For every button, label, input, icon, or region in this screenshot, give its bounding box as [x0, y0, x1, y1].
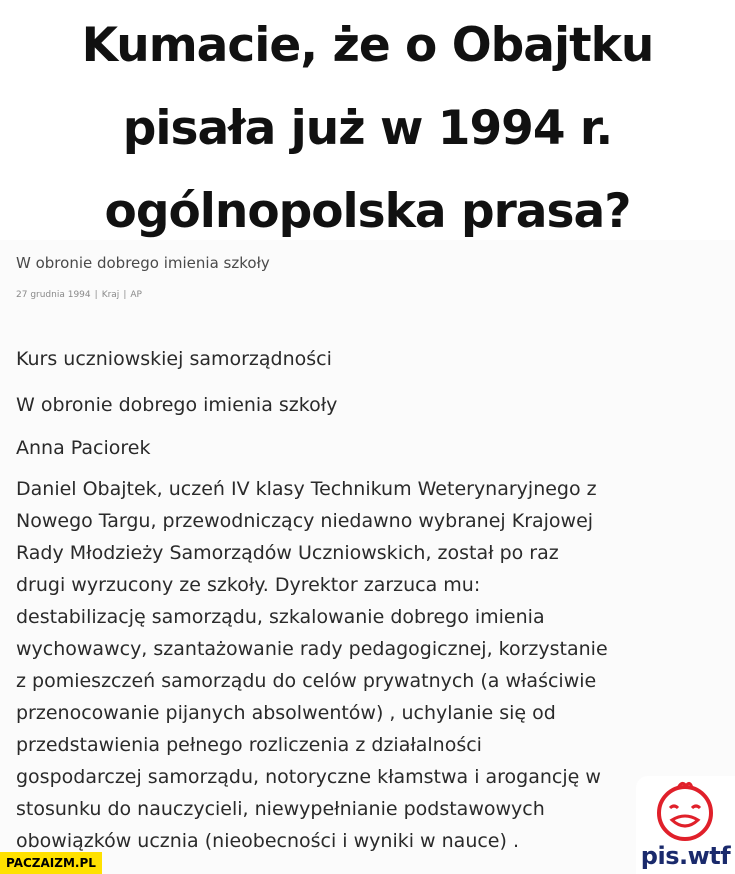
article-title: W obronie dobrego imienia szkoły [16, 394, 338, 416]
body-line: Nowego Targu, przewodniczący niedawno wybranej Krajowej [16, 510, 594, 532]
body-line: obowiązków ucznia (nieobecności i wyniki w nauce) . [16, 830, 519, 852]
body-line: wychowawcy, szantażowanie rady pedagogicznej, korzystanie [16, 638, 608, 660]
headline [0, 4, 735, 253]
article-section: Kraj [101, 290, 120, 300]
body-line: z pomieszczeń samorządu do celów prywatnych (a właściwie [16, 670, 597, 692]
headline-line-1: Kumacie, że o Obajtku [81, 18, 654, 73]
site-watermark-badge: PACZAIZM.PL [0, 852, 102, 874]
article-author: Anna Paciorek [16, 437, 151, 459]
body-line: przenocowanie pijanych absolwentów) , uchylanie się od [16, 702, 556, 724]
article-date: 27 grudnia 1994 [16, 290, 91, 300]
body-line: Daniel Obajtek, uczeń IV klasy Technikum Weterynaryjnego z [16, 478, 597, 500]
body-line: gospodarczej samorządu, notoryczne kłamstwa i arogancję w [16, 766, 601, 788]
body-line: drugi wyrzucony ze szkoły. Dyrektor zarzuca mu: [16, 574, 481, 596]
article-kicker: Kurs uczniowskiej samorządności [16, 348, 332, 370]
headline-line-3: ogólnopolska prasa? [104, 184, 631, 239]
body-line: stosunku do nauczycieli, niewypełnianie podstawowych [16, 798, 545, 820]
article-source: AP [130, 290, 142, 300]
article-subtitle: W obronie dobrego imienia szkoły [16, 254, 270, 272]
article-body [16, 473, 735, 857]
body-line: przedstawienia pełnego rozliczenia z działalności [16, 734, 482, 756]
article-screenshot [0, 240, 735, 874]
logo-text: pis.wtf [640, 842, 731, 870]
body-line: Rady Młodzieży Samorządów Uczniowskich, został po raz [16, 542, 559, 564]
pis-wtf-logo [636, 776, 735, 874]
body-line: destabilizację samorządu, szkalowanie dobrego imienia [16, 606, 545, 628]
article-meta: 27 grudnia 1994 | Kraj | AP [16, 290, 142, 300]
headline-line-2: pisała już w 1994 r. [122, 101, 613, 156]
logo-face-icon [652, 780, 718, 842]
